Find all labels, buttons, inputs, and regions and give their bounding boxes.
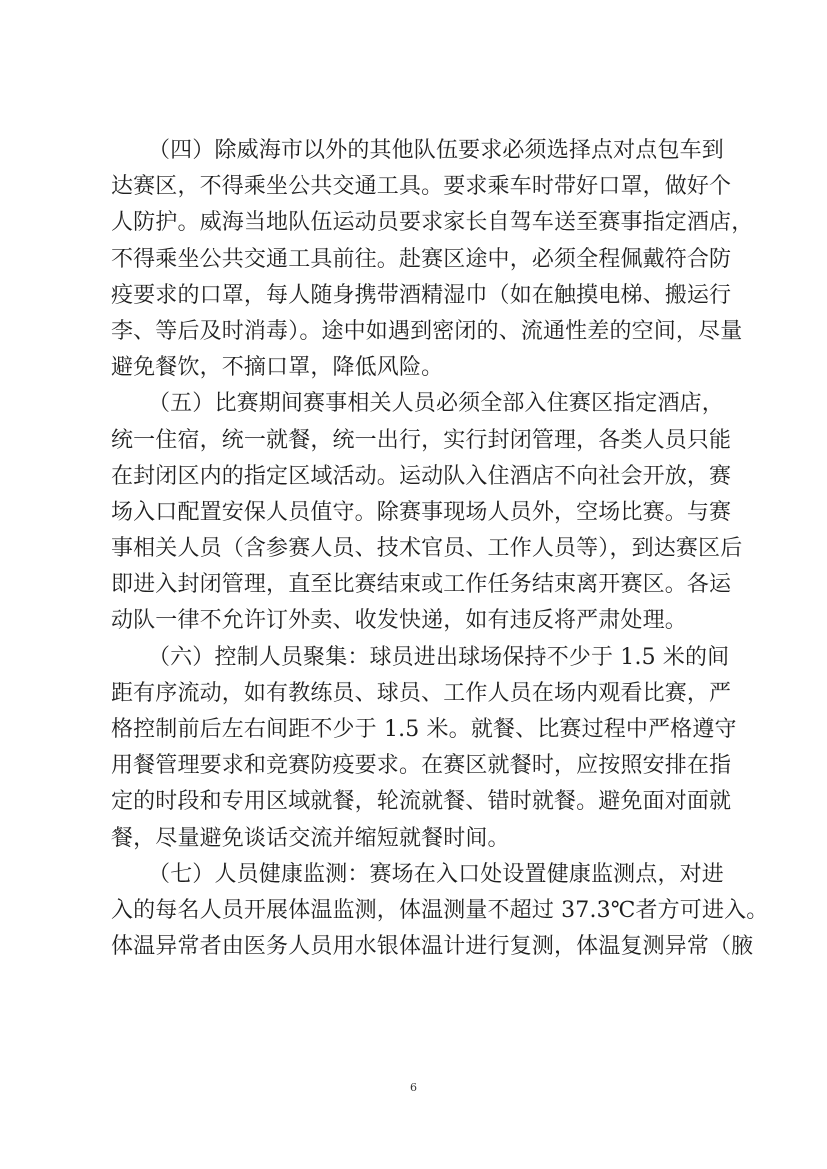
text-line: （六）控制人员聚集：球员进出球场保持不少于 1.5 米的间 bbox=[148, 644, 730, 670]
text-line: 用餐管理要求和竞赛防疫要求。在赛区就餐时，应按照安排在指 bbox=[111, 753, 732, 779]
body-text bbox=[111, 133, 769, 965]
text-line: 场入口配置安保人员值守。除赛事现场人员外，空场比赛。与赛 bbox=[111, 499, 732, 525]
text-line: 在封闭区内的指定区域活动。运动队入住酒店不向社会开放，赛 bbox=[111, 463, 732, 489]
text-line: 体温异常者由医务人员用水银体温计进行复测，体温复测异常（腋 bbox=[111, 934, 754, 960]
text-line: 入的每名人员开展体温监测，体温测量不超过 37.3℃者方可进入。 bbox=[111, 897, 769, 923]
text-line: 人防护。威海当地队伍运动员要求家长自驾车送至赛事指定酒店， bbox=[111, 210, 754, 236]
text-line: 格控制前后左右间距不少于 1.5 米。就餐、比赛过程中严格遵守 bbox=[111, 717, 737, 742]
text-line: 统一住宿，统一就餐，统一出行，实行封闭管理，各类人员只能 bbox=[111, 427, 732, 453]
text-line: 疫要求的口罩，每人随身携带酒精湿巾（如在触摸电梯、搬运行 bbox=[111, 282, 732, 308]
text-line: 距有序流动，如有教练员、球员、工作人员在场内观看比赛，严 bbox=[111, 680, 732, 706]
text-line: 避免餐饮，不摘口罩，降低风险。 bbox=[111, 355, 444, 381]
text-line: 达赛区，不得乘坐公共交通工具。要求乘车时带好口罩，做好个 bbox=[111, 174, 732, 200]
text-line: 动队一律不允许订外卖、收发快递，如有违反将严肃处理。 bbox=[111, 608, 687, 634]
page-number: 6 bbox=[410, 1081, 417, 1094]
text-line: 不得乘坐公共交通工具前往。赴赛区途中，必须全程佩戴符合防 bbox=[111, 246, 732, 272]
text-line: 餐，尽量避免谈话交流并缩短就餐时间。 bbox=[111, 825, 510, 851]
text-line: （四）除威海市以外的其他队伍要求必须选择点对点包车到 bbox=[148, 138, 724, 163]
text-line: （七）人员健康监测：赛场在入口处设置健康监测点，对进 bbox=[148, 861, 724, 887]
text-line: （五）比赛期间赛事相关人员必须全部入住赛区指定酒店， bbox=[148, 391, 724, 417]
text-line: 定的时段和专用区域就餐，轮流就餐、错时就餐。避免面对面就 bbox=[111, 789, 732, 815]
text-line: 事相关人员（含参赛人员、技术官员、工作人员等），到达赛区后 bbox=[111, 536, 743, 562]
text-line: 李、等后及时消毒）。途中如遇到密闭的、流通性差的空间，尽量 bbox=[111, 318, 743, 344]
text-line: 即进入封闭管理，直至比赛结束或工作任务结束离开赛区。各运 bbox=[111, 572, 732, 598]
